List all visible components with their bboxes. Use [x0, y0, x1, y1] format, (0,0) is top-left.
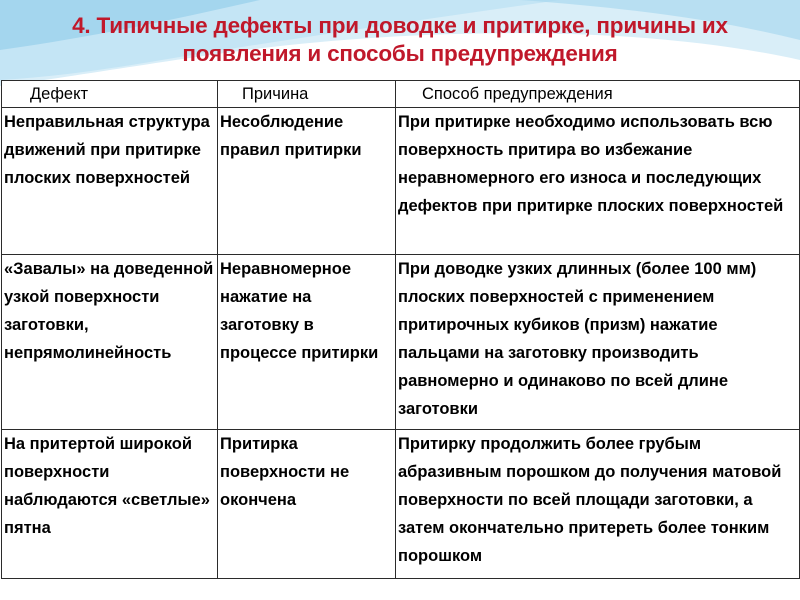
defects-table: [1, 80, 800, 579]
defect-text: Неправильная структура движений при притирке плоских поверхностей: [4, 113, 210, 187]
title-line-1: 4. Типичные дефекты при доводке и притирке, причины их: [72, 13, 728, 38]
cause-text: Притирка поверхности не окончена: [220, 435, 350, 509]
defect-text: На притертой широкой поверхности наблюдаются «светлые» пятна: [4, 435, 210, 537]
table-row: [2, 430, 800, 579]
cell-defect: [2, 430, 218, 579]
header-defect: Дефект: [2, 81, 218, 108]
cell-cause: [218, 255, 396, 430]
prevention-text: Притирку продолжить более грубым абразивным порошком до получения матовой поверхности по всей площади заготовки, а затем окончательно притереть более тонким порошком: [398, 435, 782, 565]
cell-cause: [218, 430, 396, 579]
table-header-row: [2, 81, 800, 108]
defect-text: «Завалы» на доведенной узкой поверхности заготовки, непрямолинейность: [4, 260, 214, 362]
cell-defect: [2, 255, 218, 430]
prevention-text: При притирке необходимо использовать всю поверхность притира во избежание неравномерного его износа и последующих дефектов при притирке плоских поверхностей: [398, 113, 784, 215]
cell-prevention: [396, 108, 800, 255]
title-line-2: появления и способы предупреждения: [182, 41, 618, 66]
cause-text: Несоблюдение правил притирки: [220, 113, 362, 159]
header-prevention: Способ предупреждения: [396, 81, 800, 108]
cell-prevention: [396, 430, 800, 579]
table-row: [2, 255, 800, 430]
cell-defect: [2, 108, 218, 255]
table-row: [2, 108, 800, 255]
cause-text: Неравномерное нажатие на заготовку в процессе притирки: [220, 260, 379, 362]
header-cause: Причина: [218, 81, 396, 108]
page-title: [0, 12, 800, 68]
prevention-text: При доводке узких длинных (более 100 мм) плоских поверхностей с применением притирочных кубиков (призм) нажатие пальцами на заготовку производить равномерно и одинаково по всей длине заготовки: [398, 260, 757, 418]
cell-prevention: [396, 255, 800, 430]
cell-cause: [218, 108, 396, 255]
